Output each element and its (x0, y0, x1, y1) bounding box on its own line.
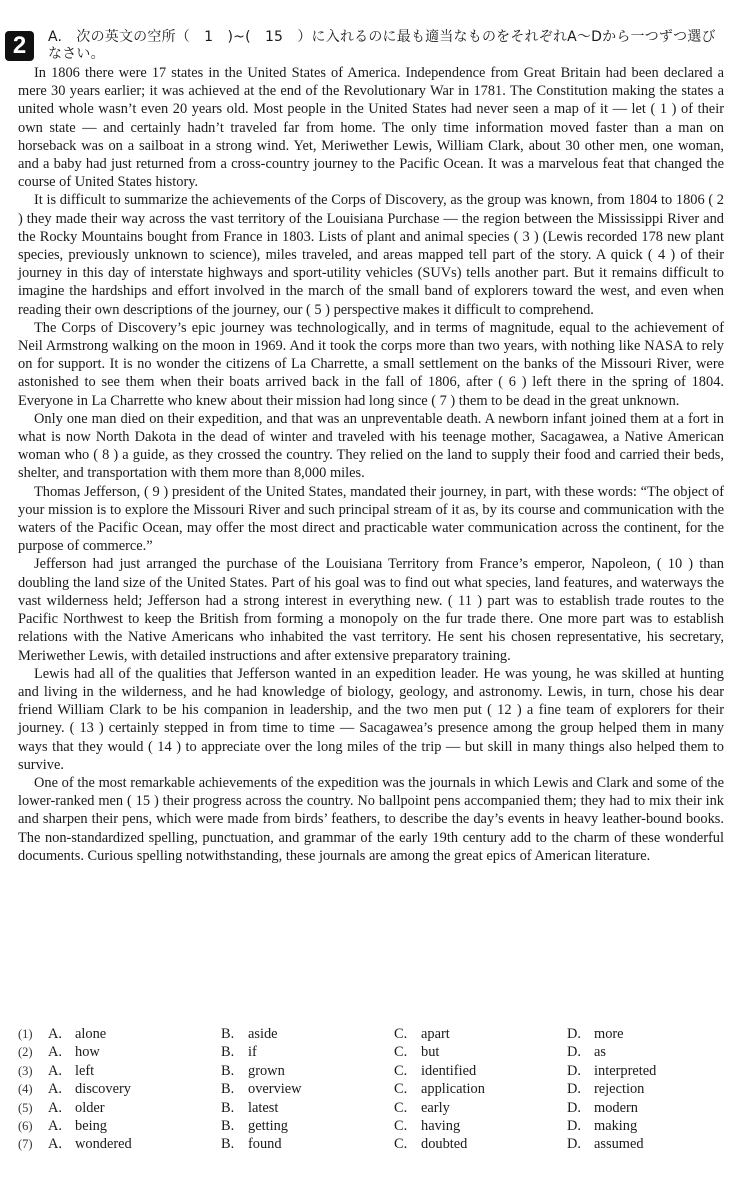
paragraph: Jefferson had just arranged the purchase of the Louisiana Territory from France’s emperor, Napoleon, ( 10 ) than doubling the land size of the United States. Part of his goal was to find out what species, land features, and waterways the vast wilderness held; Jefferson had a strong interest in everything new. ( 11 ) part was to establish trade routes to the Pacific Northwest to keep the British from forming a monopoly on the fur trade there. One more part was to establish relations with the Native Americans who inhabited the vast territory. He sent his chosen representative, his secretary, Meriwether Lewis, with detailed instructions and after extensive preparatory training. (18, 556, 724, 664)
passage (18, 64, 724, 865)
choice-row (18, 1135, 724, 1153)
paragraph: The Corps of Discovery’s epic journey was technologically, and in terms of magnitude, equal to the achievement of Neil Armstrong walking on the moon in 1969. And it took the corps more than two years, with nothing like NASA to rely on for support. It is no wonder the citizens of La Charrette, a small settlement on the banks of the Missouri River, were astonished to see them when their boats arrived back in the fall of 1806, after ( 6 ) left there in the spring of 1804. Everyone in La Charrette who knew about their mission had long since ( 7 ) them to be dead in the great unknown. (18, 319, 724, 409)
choice-option[interactable]: C. doubted (394, 1136, 468, 1153)
paragraph: In 1806 there were 17 states in the United States of America. Independence from Great Britain had been declared a mere 30 years earlier; it was achieved at the end of the Revolutionary War in 1781. The Constitution making the states a united whole wasn’t even 20 years old. Most people in the United States had never seen a map of it — let ( 1 ) of their own state — and certainly hadn’t traveled far from home. The only time information moved faster than a man on horseback was on a sailboat in a strong wind. Yet, Meriwether Lewis, William Clark, about 30 other men, one woman, and a baby had just returned from a cross-country journey to the Pacific Ocean. It was a marvelous feat that changed the course of United States history. (18, 65, 724, 191)
choice-option[interactable]: A. older (48, 1099, 105, 1116)
choice-option[interactable]: D. making (567, 1117, 638, 1134)
choice-option[interactable]: A. wondered (48, 1136, 132, 1153)
choice-option[interactable]: C. application (394, 1081, 485, 1098)
choice-row (18, 1117, 724, 1135)
choice-number: (5) (18, 1100, 33, 1115)
choice-number: (2) (18, 1045, 33, 1060)
choice-option[interactable]: D. modern (567, 1099, 638, 1116)
choice-option[interactable]: C. having (394, 1117, 461, 1134)
choice-option[interactable]: A. discovery (48, 1081, 131, 1098)
choice-number: (6) (18, 1118, 33, 1133)
choice-option[interactable]: B. grown (221, 1062, 285, 1079)
choice-option[interactable]: D. rejection (567, 1081, 645, 1098)
question-number-badge: 2 (5, 31, 34, 61)
choice-number: (3) (18, 1063, 33, 1078)
choice-option[interactable]: A. left (48, 1062, 95, 1079)
choice-option[interactable]: C. but (394, 1044, 440, 1061)
choice-option[interactable]: C. apart (394, 1026, 450, 1042)
choice-option[interactable]: B. found (221, 1136, 282, 1153)
choice-row (18, 1080, 724, 1098)
instruction-text: A. 次の英文の空所（ 1 )~( 15 ）に入れるのに最も適当なものをそれぞれA～Dから一つずつ選びなさい。 (48, 29, 716, 62)
paragraph: Lewis had all of the qualities that Jefferson wanted in an expedition leader. He was young, he was skilled at hunting and living in the wilderness, and he had knowledge of biology, geology, and astronomy. Lewis, in turn, chose his dear friend William Clark to be his companion in leadership, and the two men put ( 12 ) a fine team of explorers for their journey. ( 13 ) certainly stepped in from time to time — Sacagawea’s presence among the group helped them in many ways that they would ( 14 ) to appreciate over the long miles of the trip — but skill in many things also helped them to survive. (18, 665, 724, 773)
answer-choices (18, 1025, 724, 1154)
paragraph: It is difficult to summarize the achievements of the Corps of Discovery, as the group was known, from 1804 to 1806 ( 2 ) they made their way across the vast territory of the Louisiana Purchase — the region between the Mississippi River and the Rocky Mountains bought from France in 1803. Lists of plant and animal species ( 3 ) (Lewis recorded 178 new plant species, previously unknown to science), miles traveled, and areas mapped tell part of the story. A quick ( 4 ) of their journey in this day of interstate highways and sport-utility vehicles (SUVs) tells another part. But it remains difficult to imagine the hardships and effort involved in the march of the small band of explorers toward the west, and even when reading their own descriptions of the journey, our ( 5 ) perspective makes it difficult to comprehend. (18, 192, 724, 318)
choice-row (18, 1062, 724, 1080)
choice-option[interactable]: D. as (567, 1044, 606, 1061)
paragraph: Thomas Jefferson, ( 9 ) president of the United States, mandated their journey, in part, with these words: “The object of your mission is to explore the Missouri River and such principal stream of it as, by its course and communication with the waters of the Pacific Ocean, may offer the most direct and practicable water communication across the continent, for the purpose of commerce.” (18, 483, 724, 555)
choice-number: (7) (18, 1137, 33, 1152)
choice-option[interactable]: A. alone (48, 1026, 107, 1042)
choice-row (18, 1025, 724, 1043)
choice-row (18, 1099, 724, 1117)
choice-option[interactable]: D. more (567, 1026, 624, 1042)
choice-option[interactable]: A. being (48, 1117, 107, 1134)
choice-option[interactable]: B. overview (221, 1081, 302, 1098)
choice-option[interactable]: D. assumed (567, 1136, 644, 1153)
choice-number: (1) (18, 1027, 33, 1041)
choice-number: (4) (18, 1082, 33, 1097)
choice-option[interactable]: C. identified (394, 1062, 477, 1079)
choice-option[interactable]: D. interpreted (567, 1062, 657, 1079)
paragraph: One of the most remarkable achievements of the expedition was the journals in which Lewis and Clark and some of the lower-ranked men ( 15 ) their progress across the country. No ballpoint pens accompanied them; they had to mix their ink and sharpen their pens, which were made from birds’ feathers, to describe the day’s events in heavy leather-bound books. The non-standardized spelling, punctuation, and grammar of the early 19th century add to the charm of these wonderful documents. Curious spelling notwithstanding, these journals are among the great epics of American literature. (18, 774, 724, 864)
choice-option[interactable]: B. latest (221, 1099, 279, 1116)
choice-option[interactable]: A. how (48, 1044, 100, 1061)
choice-option[interactable]: B. getting (221, 1117, 288, 1134)
choice-option[interactable]: B. if (221, 1044, 257, 1061)
choice-option[interactable]: B. aside (221, 1026, 278, 1042)
paragraph: Only one man died on their expedition, and that was an unpreventable death. A newborn infant joined them at a fort in what is now North Dakota in the dead of winter and traveled with his teenage mother, Sacagawea, a Native American woman who ( 8 ) a guide, as they crossed the country. They relied on the land to supply their food and carried their beds, shelter, and transportation with them more than 8,000 miles. (18, 410, 724, 482)
choice-row (18, 1043, 724, 1061)
choice-option[interactable]: C. early (394, 1099, 450, 1116)
